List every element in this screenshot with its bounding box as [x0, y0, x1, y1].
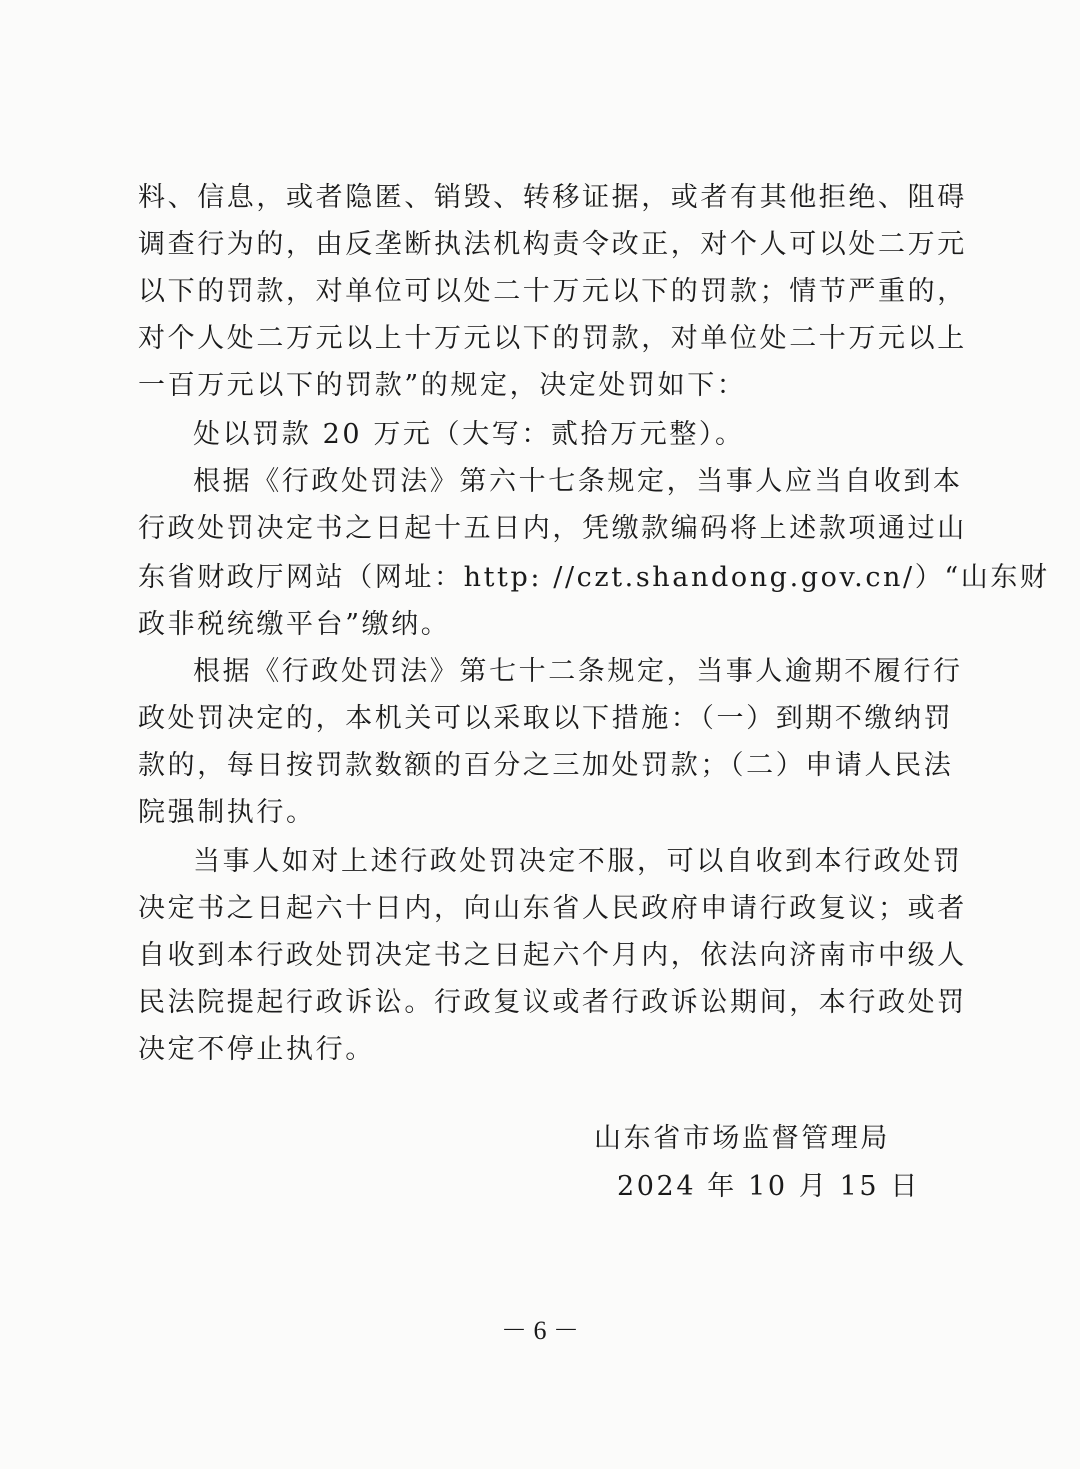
penalty-line: 处以罚款 20 万元（大写：贰拾万元整）。 [193, 419, 745, 450]
body-line: 政非税统缴平台”缴纳。 [138, 609, 451, 640]
paragraph-first-line: 根据《行政处罚法》第六十七条规定，当事人应当自收到本 [193, 466, 963, 497]
body-line: 款的，每日按罚款数额的百分之三加处罚款；（二）申请人民法 [138, 750, 954, 781]
body-line: 自收到本行政处罚决定书之日起六个月内，依法向济南市中级人 [138, 940, 967, 971]
body-line: 对个人处二万元以上十万元以下的罚款，对单位处二十万元以上 [138, 323, 967, 354]
body-line: 一百万元以下的罚款”的规定，决定处罚如下： [138, 370, 747, 401]
body-line: 以下的罚款，对单位可以处二十万元以下的罚款；情节严重的， [138, 276, 967, 307]
body-line: 政处罚决定的，本机关可以采取以下措施：（一）到期不缴纳罚 [138, 703, 954, 734]
body-line: 行政处罚决定书之日起十五日内，凭缴款编码将上述款项通过山 [138, 513, 967, 544]
signing-organization: 山东省市场监督管理局 [594, 1123, 890, 1154]
paragraph-first-line: 当事人如对上述行政处罚决定不服，可以自收到本行政处罚 [193, 846, 963, 877]
body-line: 调查行为的，由反垄断执法机构责令改正，对个人可以处二万元 [138, 229, 967, 260]
body-line: 东省财政厅网站（网址：http: //czt.shandong.gov.cn/）“山东财 [138, 562, 1050, 593]
page-number: － 6 － [500, 1316, 579, 1345]
paragraph-first-line: 根据《行政处罚法》第七十二条规定，当事人逾期不履行行 [193, 656, 963, 687]
body-line: 院强制执行。 [138, 797, 316, 828]
body-line: 民法院提起行政诉讼。行政复议或者行政诉讼期间，本行政处罚 [138, 987, 967, 1018]
signing-date: 2024 年 10 月 15 日 [617, 1171, 920, 1202]
body-line: 决定不停止执行。 [138, 1034, 375, 1065]
body-line: 决定书之日起六十日内，向山东省人民政府申请行政复议；或者 [138, 893, 967, 924]
body-line: 料、信息，或者隐匿、销毁、转移证据，或者有其他拒绝、阻碍 [138, 182, 967, 213]
